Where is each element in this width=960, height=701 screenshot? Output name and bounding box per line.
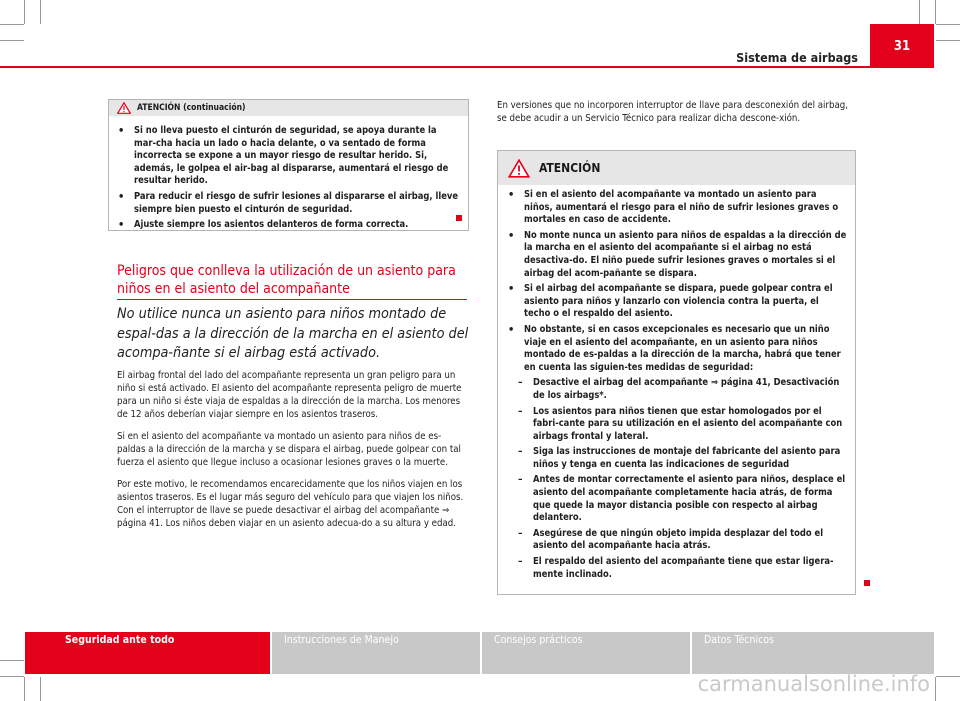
warning-subitem: – Antes de montar correctamente el asiento para niños, desplace el asiento del acompañante completamente hacia atrás, de forma que quede la mayor distancia posible con respecto al airbag delantero.	[506, 474, 847, 524]
warning-item: • Ajuste siempre los asientos delanteros de forma correcta.	[116, 219, 460, 232]
crop-mark	[0, 40, 24, 41]
warning-box-header	[109, 100, 468, 116]
crop-mark	[935, 677, 936, 701]
paragraph: Si en el asiento del acompañante va montado un asiento para niños de es-paldas a la dirección de la marcha y se dispara el airbag, puede golpear con tal fuerza el asiento que llegue incluso a ocasionar lesiones graves o la muerte.	[117, 431, 461, 468]
crop-mark	[24, 0, 25, 24]
warning-sublist	[498, 377, 855, 581]
section-heading-line: Peligros que conlleva la utilización de un asiento para	[117, 263, 456, 279]
page-number: 31	[870, 24, 934, 68]
section-title: Sistema de airbags	[736, 50, 858, 65]
warning-subitem: – Asegúrese de que ningún objeto impida desplazar del todo el asiento del acompañante hacia atrás.	[506, 528, 847, 553]
footer-tab-seguridad[interactable]: Seguridad ante todo	[25, 632, 270, 674]
warning-box-continued	[108, 99, 469, 231]
heading-rule	[117, 299, 467, 300]
header-rule	[0, 66, 870, 68]
warning-subitem: – Desactive el airbag del acompañante ⇒ página 41, Desactivación de los airbags*.	[506, 377, 847, 402]
warning-item: • No obstante, si en casos excepcionales es necesario que un niño viaje en el asiento del acompañante, en un asiento para niños montado de es-paldas a la dirección de la marcha, habrá que tener en cuenta las siguien-tes medidas de seguridad:	[506, 324, 847, 374]
section-end-marker	[456, 215, 462, 221]
crop-mark	[40, 0, 41, 24]
warning-list	[109, 116, 468, 232]
warning-triangle-icon	[508, 159, 530, 178]
crop-mark	[24, 677, 25, 701]
warning-box-title: ATENCIÓN	[539, 161, 601, 175]
paragraph: El airbag frontal del lado del acompañante representa un gran peligro para un niño si está activado. El asiento del acompañante representa peligro de muerte para un niño si éste viaja de espaldas a la dirección de la marcha. Los menores de 12 años deberían viajar siempre en los asientos traseros.	[117, 370, 462, 420]
paragraph: Por este motivo, le recomendamos encarecidamente que los niños viajen en los asientos traseros. Es el lugar más seguro del vehículo para que viajen los niños. Con el interruptor de llave se puede desactivar el airbag del acompañante ⇒ página 41. Los niños deben viajar en un asiento adecua-do a su altura y edad.	[117, 479, 464, 529]
warning-subitem: – Los asientos para niños tienen que estar homologados por el fabri-cante para su utilización en el asiento del acompañante con airbags frontal y lateral.	[506, 406, 847, 444]
body-text	[117, 369, 469, 539]
warning-item: • Para reducir el riesgo de sufrir lesiones al dispararse el airbag, lleve siempre bien puesto el cinturón de seguridad.	[116, 191, 460, 216]
warning-item: • Si en el asiento del acompañante va montado un asiento para niños, aumentará el riesgo para el niño de sufrir lesiones graves o mortales en caso de accidente.	[506, 189, 847, 227]
crop-mark	[40, 677, 41, 701]
warning-subitem: – Siga las instrucciones de montaje del fabricante del asiento para niños y tenga en cuenta las indicaciones de seguridad	[506, 446, 847, 471]
warning-box	[497, 150, 856, 595]
lead-paragraph: No utilice nunca un asiento para niños montado de espal-das a la dirección de la marcha en el asiento del acompa-ñante si el airbag está activado.	[117, 306, 469, 361]
intro-paragraph: En versiones que no incorporen interruptor de llave para desconexión del airbag, se debe acudir a un Servicio Técnico para realizar dicha descone-xión.	[497, 100, 848, 124]
footer-tab-consejos[interactable]: Consejos prácticos	[482, 632, 690, 674]
crop-mark	[936, 676, 960, 677]
section-heading-line: niños en el asiento del acompañante	[117, 281, 350, 297]
section-end-marker	[864, 580, 870, 586]
warning-item: • No monte nunca un asiento para niños de espaldas a la dirección de la marcha en el asiento del acompañante si el airbag no está desactiva-do. El niño puede sufrir lesiones graves o mortales si el airbag del acom-pañante se dispara.	[506, 230, 847, 280]
warning-item: • Si el airbag del acompañante se dispara, puede golpear contra el asiento para niños y lanzarlo con violencia contra la puerta, el techo o el respaldo del asiento.	[506, 283, 847, 321]
watermark-text: carmanualsonline.info	[697, 672, 930, 696]
crop-mark	[0, 660, 24, 661]
warning-subitem: – El respaldo del asiento del acompañante tiene que estar ligera-mente inclinado.	[506, 556, 847, 581]
warning-box-title: ATENCIÓN (continuación)	[137, 103, 246, 113]
warning-box-header	[498, 151, 855, 185]
warning-triangle-icon	[117, 102, 131, 114]
footer-tab-datos[interactable]: Datos Técnicos	[692, 632, 934, 674]
crop-mark	[0, 24, 24, 25]
warning-list	[498, 185, 855, 374]
crop-mark	[919, 0, 920, 24]
section-heading	[117, 262, 477, 298]
footer-tab-instrucciones[interactable]: Instrucciones de Manejo	[272, 632, 480, 674]
crop-mark	[936, 40, 960, 41]
crop-mark	[0, 676, 24, 677]
crop-mark	[936, 24, 960, 25]
warning-item: • Si no lleva puesto el cinturón de seguridad, se apoya durante la mar-cha hacia un lado o hacia delante, o va sentado de forma incorrecta se expone a un mayor riesgo de resultar herido. Si, además, le golpea el air-bag al dispararse, aumentará el riesgo de resultar herido.	[116, 125, 460, 188]
crop-mark	[935, 0, 936, 24]
